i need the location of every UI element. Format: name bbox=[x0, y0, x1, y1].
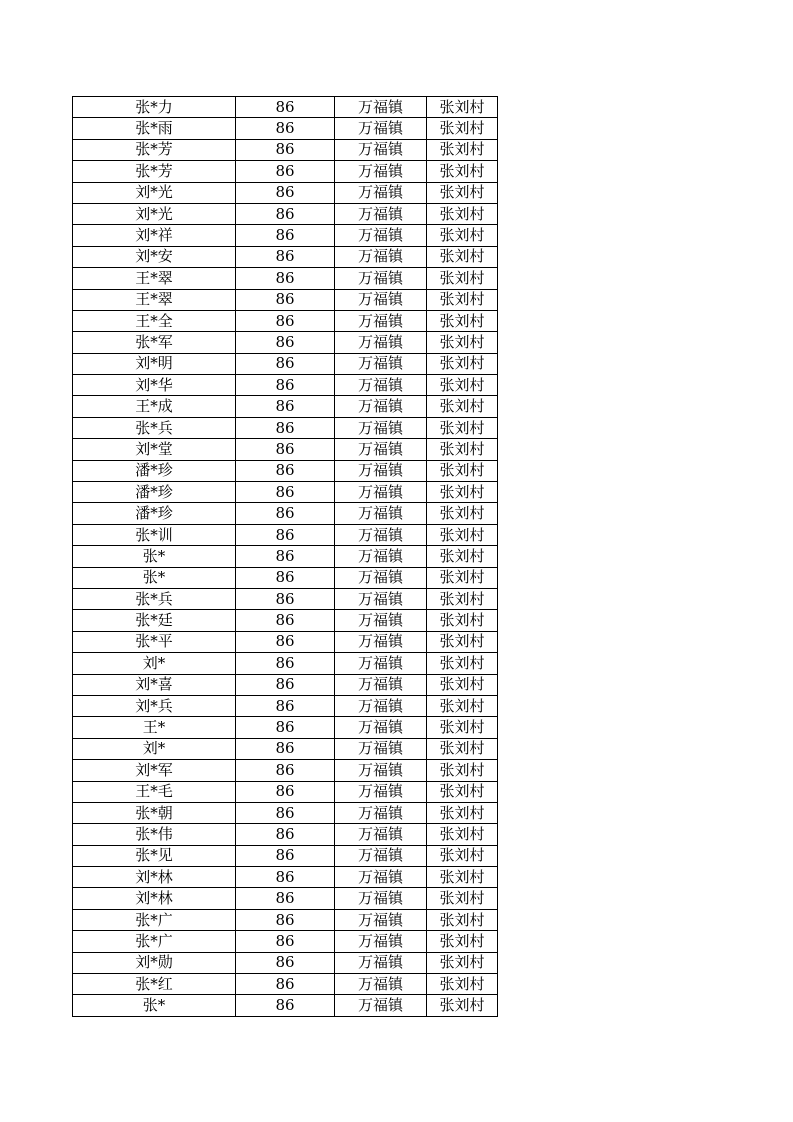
village-cell: 张刘村 bbox=[427, 353, 498, 374]
village-cell: 张刘村 bbox=[427, 888, 498, 909]
town-cell: 万福镇 bbox=[335, 203, 427, 224]
table-row bbox=[73, 824, 498, 845]
village-cell: 张刘村 bbox=[427, 567, 498, 588]
village-cell: 张刘村 bbox=[427, 482, 498, 503]
score-cell: 86 bbox=[236, 610, 335, 631]
score-cell: 86 bbox=[236, 588, 335, 609]
name-cell: 潘*珍 bbox=[73, 482, 236, 503]
table-row bbox=[73, 439, 498, 460]
town-cell: 万福镇 bbox=[335, 888, 427, 909]
town-cell: 万福镇 bbox=[335, 802, 427, 823]
name-cell: 张* bbox=[73, 567, 236, 588]
village-cell: 张刘村 bbox=[427, 332, 498, 353]
village-cell: 张刘村 bbox=[427, 717, 498, 738]
table-row bbox=[73, 738, 498, 759]
name-cell: 张*廷 bbox=[73, 610, 236, 631]
name-cell: 张* bbox=[73, 546, 236, 567]
town-cell: 万福镇 bbox=[335, 482, 427, 503]
village-cell: 张刘村 bbox=[427, 97, 498, 118]
village-cell: 张刘村 bbox=[427, 781, 498, 802]
village-cell: 张刘村 bbox=[427, 653, 498, 674]
name-cell: 刘*安 bbox=[73, 246, 236, 267]
village-cell: 张刘村 bbox=[427, 995, 498, 1016]
village-cell: 张刘村 bbox=[427, 610, 498, 631]
name-cell: 刘* bbox=[73, 653, 236, 674]
score-cell: 86 bbox=[236, 375, 335, 396]
table-row bbox=[73, 310, 498, 331]
town-cell: 万福镇 bbox=[335, 909, 427, 930]
town-cell: 万福镇 bbox=[335, 118, 427, 139]
table-row bbox=[73, 717, 498, 738]
name-cell: 刘*堂 bbox=[73, 439, 236, 460]
name-cell: 王*全 bbox=[73, 310, 236, 331]
table-row bbox=[73, 546, 498, 567]
town-cell: 万福镇 bbox=[335, 139, 427, 160]
village-cell: 张刘村 bbox=[427, 268, 498, 289]
village-cell: 张刘村 bbox=[427, 439, 498, 460]
table-row bbox=[73, 588, 498, 609]
town-cell: 万福镇 bbox=[335, 225, 427, 246]
table-row bbox=[73, 482, 498, 503]
score-cell: 86 bbox=[236, 909, 335, 930]
score-cell: 86 bbox=[236, 845, 335, 866]
table-row bbox=[73, 995, 498, 1016]
village-cell: 张刘村 bbox=[427, 310, 498, 331]
village-cell: 张刘村 bbox=[427, 139, 498, 160]
table-row bbox=[73, 246, 498, 267]
score-cell: 86 bbox=[236, 931, 335, 952]
name-cell: 王* bbox=[73, 717, 236, 738]
table-row bbox=[73, 695, 498, 716]
table-row bbox=[73, 118, 498, 139]
village-cell: 张刘村 bbox=[427, 417, 498, 438]
name-cell: 刘*军 bbox=[73, 760, 236, 781]
name-cell: 张*兵 bbox=[73, 417, 236, 438]
name-cell: 张*兵 bbox=[73, 588, 236, 609]
town-cell: 万福镇 bbox=[335, 588, 427, 609]
name-cell: 张*见 bbox=[73, 845, 236, 866]
village-cell: 张刘村 bbox=[427, 225, 498, 246]
table-row bbox=[73, 760, 498, 781]
score-cell: 86 bbox=[236, 995, 335, 1016]
town-cell: 万福镇 bbox=[335, 439, 427, 460]
name-cell: 张*朝 bbox=[73, 802, 236, 823]
town-cell: 万福镇 bbox=[335, 353, 427, 374]
table-row bbox=[73, 909, 498, 930]
score-cell: 86 bbox=[236, 760, 335, 781]
table-row bbox=[73, 417, 498, 438]
village-cell: 张刘村 bbox=[427, 396, 498, 417]
name-cell: 张*雨 bbox=[73, 118, 236, 139]
village-cell: 张刘村 bbox=[427, 289, 498, 310]
table-row bbox=[73, 182, 498, 203]
score-cell: 86 bbox=[236, 695, 335, 716]
village-cell: 张刘村 bbox=[427, 974, 498, 995]
score-cell: 86 bbox=[236, 974, 335, 995]
town-cell: 万福镇 bbox=[335, 375, 427, 396]
score-cell: 86 bbox=[236, 567, 335, 588]
table-body bbox=[73, 97, 498, 1017]
town-cell: 万福镇 bbox=[335, 738, 427, 759]
name-cell: 张*芳 bbox=[73, 139, 236, 160]
name-cell: 刘*林 bbox=[73, 888, 236, 909]
table-row bbox=[73, 867, 498, 888]
village-cell: 张刘村 bbox=[427, 952, 498, 973]
score-cell: 86 bbox=[236, 97, 335, 118]
village-cell: 张刘村 bbox=[427, 118, 498, 139]
name-cell: 刘*勋 bbox=[73, 952, 236, 973]
town-cell: 万福镇 bbox=[335, 246, 427, 267]
score-cell: 86 bbox=[236, 888, 335, 909]
score-cell: 86 bbox=[236, 118, 335, 139]
score-cell: 86 bbox=[236, 203, 335, 224]
town-cell: 万福镇 bbox=[335, 503, 427, 524]
village-cell: 张刘村 bbox=[427, 161, 498, 182]
score-cell: 86 bbox=[236, 289, 335, 310]
score-cell: 86 bbox=[236, 738, 335, 759]
town-cell: 万福镇 bbox=[335, 524, 427, 545]
village-cell: 张刘村 bbox=[427, 845, 498, 866]
table-row bbox=[73, 610, 498, 631]
score-cell: 86 bbox=[236, 503, 335, 524]
table-row bbox=[73, 460, 498, 481]
score-cell: 86 bbox=[236, 717, 335, 738]
town-cell: 万福镇 bbox=[335, 460, 427, 481]
name-cell: 张*芳 bbox=[73, 161, 236, 182]
score-cell: 86 bbox=[236, 867, 335, 888]
town-cell: 万福镇 bbox=[335, 610, 427, 631]
score-cell: 86 bbox=[236, 802, 335, 823]
name-cell: 刘*喜 bbox=[73, 674, 236, 695]
score-cell: 86 bbox=[236, 353, 335, 374]
town-cell: 万福镇 bbox=[335, 182, 427, 203]
table-row bbox=[73, 161, 498, 182]
town-cell: 万福镇 bbox=[335, 760, 427, 781]
name-cell: 王*成 bbox=[73, 396, 236, 417]
village-cell: 张刘村 bbox=[427, 802, 498, 823]
score-cell: 86 bbox=[236, 482, 335, 503]
table-row bbox=[73, 931, 498, 952]
town-cell: 万福镇 bbox=[335, 674, 427, 695]
score-cell: 86 bbox=[236, 332, 335, 353]
town-cell: 万福镇 bbox=[335, 931, 427, 952]
town-cell: 万福镇 bbox=[335, 845, 427, 866]
village-cell: 张刘村 bbox=[427, 588, 498, 609]
table-row bbox=[73, 674, 498, 695]
data-table bbox=[72, 96, 498, 1017]
village-cell: 张刘村 bbox=[427, 182, 498, 203]
town-cell: 万福镇 bbox=[335, 695, 427, 716]
score-cell: 86 bbox=[236, 781, 335, 802]
score-cell: 86 bbox=[236, 631, 335, 652]
village-cell: 张刘村 bbox=[427, 460, 498, 481]
village-cell: 张刘村 bbox=[427, 246, 498, 267]
town-cell: 万福镇 bbox=[335, 781, 427, 802]
town-cell: 万福镇 bbox=[335, 396, 427, 417]
town-cell: 万福镇 bbox=[335, 417, 427, 438]
village-cell: 张刘村 bbox=[427, 931, 498, 952]
name-cell: 张*伟 bbox=[73, 824, 236, 845]
town-cell: 万福镇 bbox=[335, 631, 427, 652]
town-cell: 万福镇 bbox=[335, 995, 427, 1016]
town-cell: 万福镇 bbox=[335, 952, 427, 973]
score-cell: 86 bbox=[236, 310, 335, 331]
table-row bbox=[73, 567, 498, 588]
score-cell: 86 bbox=[236, 225, 335, 246]
score-cell: 86 bbox=[236, 396, 335, 417]
town-cell: 万福镇 bbox=[335, 268, 427, 289]
name-cell: 刘*祥 bbox=[73, 225, 236, 246]
village-cell: 张刘村 bbox=[427, 375, 498, 396]
village-cell: 张刘村 bbox=[427, 824, 498, 845]
name-cell: 刘*兵 bbox=[73, 695, 236, 716]
town-cell: 万福镇 bbox=[335, 97, 427, 118]
name-cell: 张*力 bbox=[73, 97, 236, 118]
table-row bbox=[73, 974, 498, 995]
score-cell: 86 bbox=[236, 653, 335, 674]
village-cell: 张刘村 bbox=[427, 546, 498, 567]
town-cell: 万福镇 bbox=[335, 289, 427, 310]
name-cell: 张* bbox=[73, 995, 236, 1016]
town-cell: 万福镇 bbox=[335, 717, 427, 738]
name-cell: 张*军 bbox=[73, 332, 236, 353]
table-row bbox=[73, 225, 498, 246]
name-cell: 张*红 bbox=[73, 974, 236, 995]
score-cell: 86 bbox=[236, 161, 335, 182]
table-row bbox=[73, 396, 498, 417]
village-cell: 张刘村 bbox=[427, 524, 498, 545]
name-cell: 王*翠 bbox=[73, 268, 236, 289]
village-cell: 张刘村 bbox=[427, 695, 498, 716]
table-row bbox=[73, 845, 498, 866]
village-cell: 张刘村 bbox=[427, 203, 498, 224]
name-cell: 张*广 bbox=[73, 931, 236, 952]
name-cell: 刘*光 bbox=[73, 182, 236, 203]
table-row bbox=[73, 97, 498, 118]
score-cell: 86 bbox=[236, 268, 335, 289]
village-cell: 张刘村 bbox=[427, 909, 498, 930]
village-cell: 张刘村 bbox=[427, 674, 498, 695]
village-cell: 张刘村 bbox=[427, 760, 498, 781]
name-cell: 刘* bbox=[73, 738, 236, 759]
name-cell: 张*平 bbox=[73, 631, 236, 652]
village-cell: 张刘村 bbox=[427, 631, 498, 652]
score-cell: 86 bbox=[236, 952, 335, 973]
name-cell: 张*广 bbox=[73, 909, 236, 930]
table-row bbox=[73, 289, 498, 310]
score-cell: 86 bbox=[236, 524, 335, 545]
table-row bbox=[73, 268, 498, 289]
name-cell: 刘*光 bbox=[73, 203, 236, 224]
table-row bbox=[73, 888, 498, 909]
score-cell: 86 bbox=[236, 182, 335, 203]
village-cell: 张刘村 bbox=[427, 503, 498, 524]
score-cell: 86 bbox=[236, 674, 335, 695]
town-cell: 万福镇 bbox=[335, 867, 427, 888]
name-cell: 潘*珍 bbox=[73, 460, 236, 481]
name-cell: 王*毛 bbox=[73, 781, 236, 802]
name-cell: 刘*林 bbox=[73, 867, 236, 888]
name-cell: 张*训 bbox=[73, 524, 236, 545]
village-cell: 张刘村 bbox=[427, 738, 498, 759]
table-row bbox=[73, 139, 498, 160]
table-row bbox=[73, 653, 498, 674]
score-cell: 86 bbox=[236, 546, 335, 567]
table-row bbox=[73, 631, 498, 652]
table-row bbox=[73, 802, 498, 823]
town-cell: 万福镇 bbox=[335, 567, 427, 588]
town-cell: 万福镇 bbox=[335, 824, 427, 845]
score-cell: 86 bbox=[236, 439, 335, 460]
score-cell: 86 bbox=[236, 460, 335, 481]
table-row bbox=[73, 375, 498, 396]
table-row bbox=[73, 203, 498, 224]
score-cell: 86 bbox=[236, 417, 335, 438]
name-cell: 王*翠 bbox=[73, 289, 236, 310]
name-cell: 潘*珍 bbox=[73, 503, 236, 524]
table-row bbox=[73, 952, 498, 973]
town-cell: 万福镇 bbox=[335, 974, 427, 995]
town-cell: 万福镇 bbox=[335, 653, 427, 674]
town-cell: 万福镇 bbox=[335, 310, 427, 331]
score-cell: 86 bbox=[236, 246, 335, 267]
table-row bbox=[73, 503, 498, 524]
table-row bbox=[73, 332, 498, 353]
table-row bbox=[73, 781, 498, 802]
score-cell: 86 bbox=[236, 139, 335, 160]
name-cell: 刘*明 bbox=[73, 353, 236, 374]
name-cell: 刘*华 bbox=[73, 375, 236, 396]
village-cell: 张刘村 bbox=[427, 867, 498, 888]
table-row bbox=[73, 524, 498, 545]
town-cell: 万福镇 bbox=[335, 161, 427, 182]
score-cell: 86 bbox=[236, 824, 335, 845]
town-cell: 万福镇 bbox=[335, 332, 427, 353]
town-cell: 万福镇 bbox=[335, 546, 427, 567]
table-row bbox=[73, 353, 498, 374]
